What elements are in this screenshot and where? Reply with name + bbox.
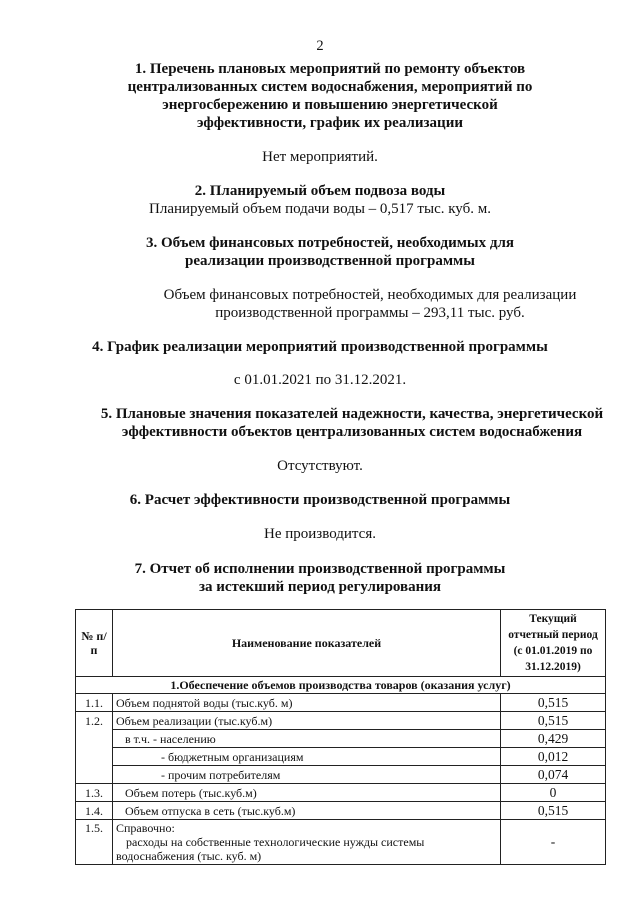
row-name [113, 820, 501, 865]
row-value: 0,515 [501, 712, 606, 730]
row-name: - прочим потребителям [113, 766, 501, 784]
row-value: - [501, 820, 606, 865]
table-row [76, 730, 606, 748]
section-3-text: Объем финансовых потребностей, необходимых для реализации производственной программы – 293,11 тыс. руб. [163, 287, 577, 321]
table-row [76, 766, 606, 784]
row-value: 0 [501, 784, 606, 802]
table-row [76, 748, 606, 766]
row-name: Объем реализации (тыс.куб.м) [113, 712, 501, 730]
section-5-text: Отсутствуют. [277, 458, 363, 474]
row-name: - бюджетным организациям [113, 748, 501, 766]
row-value: 0,074 [501, 766, 606, 784]
table-row [76, 820, 606, 865]
row-name: в т.ч. - населению [113, 730, 501, 748]
section-4-title: 4. График реализации мероприятий производственной программы [92, 339, 548, 355]
section-6-title: 6. Расчет эффективности производственной программы [129, 492, 511, 508]
section-2-title: 2. Планируемый объем подвоза воды [194, 183, 446, 199]
row-no: 1.3. [76, 784, 113, 802]
section-6-text: Не производится. [264, 526, 376, 542]
section-2-text: Планируемый объем подачи воды – 0,517 тыс. куб. м. [149, 201, 491, 217]
row-no [76, 766, 113, 784]
section-7-title-line2: за истекший период регулирования [198, 579, 442, 595]
section-1-text: Нет мероприятий. [262, 149, 378, 165]
row-name: Объем потерь (тыс.куб.м) [113, 784, 501, 802]
row-name: Объем поднятой воды (тыс.куб. м) [113, 694, 501, 712]
row-value: 0,515 [501, 694, 606, 712]
row-value: 0,012 [501, 748, 606, 766]
section-1-title: 1. Перечень плановых мероприятий по ремонту объектов централизованных систем водоснабжения, мероприятий по энергосбережению и повышению энергетической эффективности, график их реализации [127, 61, 533, 131]
section-4-text: с 01.01.2021 по 31.12.2021. [233, 372, 407, 388]
row-no: 1.1. [76, 694, 113, 712]
header-no: № п/п [76, 610, 113, 677]
row-value: 0,429 [501, 730, 606, 748]
section-5-title: 5. Плановые значения показателей надежности, качества, энергетической эффективности объектов централизованных систем водоснабжения [100, 406, 604, 440]
row-name-line1: Справочно: [116, 821, 175, 835]
row-no [76, 748, 113, 766]
row-value: 0,515 [501, 802, 606, 820]
table-row [76, 694, 606, 712]
row-no: 1.2. [76, 712, 113, 730]
section-row-label: 1.Обеспечение объемов производства товаров (оказания услуг) [76, 677, 606, 694]
header-name: Наименование показателей [113, 610, 501, 677]
table-section-row [76, 677, 606, 694]
section-3-title: 3. Объем финансовых потребностей, необходимых для реализации производственной программы [145, 235, 515, 269]
row-no [76, 730, 113, 748]
row-no: 1.5. [76, 820, 113, 865]
table-row [76, 802, 606, 820]
section-7-title-line1: 7. Отчет об исполнении производственной программы [134, 561, 506, 577]
table-row [76, 784, 606, 802]
row-no: 1.4. [76, 802, 113, 820]
report-table [75, 609, 606, 865]
row-name: Объем отпуска в сеть (тыс.куб.м) [113, 802, 501, 820]
row-name-line2: расходы на собственные технологические нужды системы водоснабжения (тыс. куб. м) [116, 835, 425, 863]
header-value: Текущий отчетный период (с 01.01.2019 по 31.12.2019) [501, 610, 606, 677]
table-row [76, 712, 606, 730]
table-header-row [76, 610, 606, 677]
page-number: 2 [316, 38, 324, 54]
